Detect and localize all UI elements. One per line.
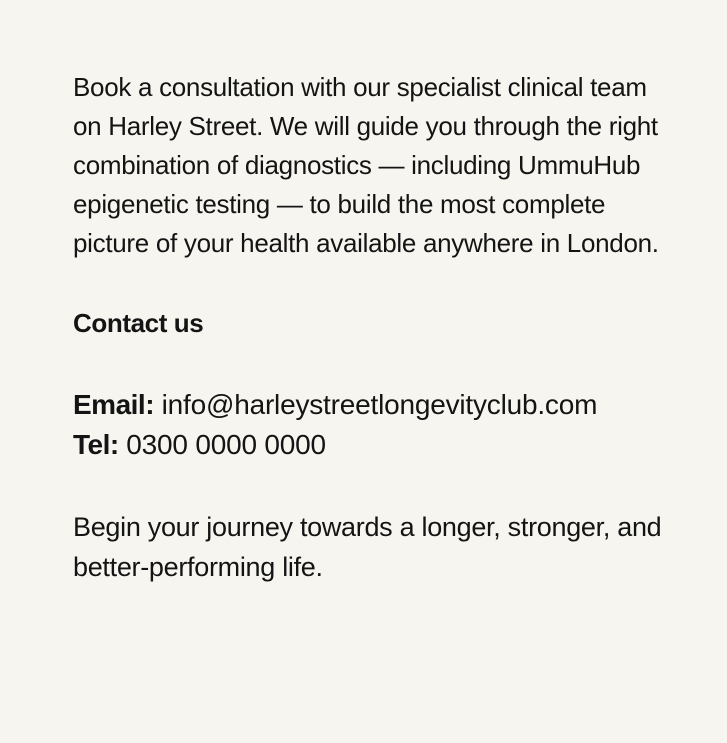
email-link[interactable]: info@harleystreetlongevityclub.com: [161, 389, 598, 420]
email-line: [73, 385, 673, 425]
tel-label: Tel:: [73, 429, 119, 460]
tel-link[interactable]: 0300 0000 0000: [126, 429, 326, 460]
contact-section: [73, 68, 673, 587]
tel-line: [73, 425, 673, 465]
email-label: Email:: [73, 389, 155, 420]
closing-paragraph: Begin your journey towards a longer, stronger, and better-performing life.: [73, 512, 662, 582]
contact-details: [73, 385, 673, 465]
contact-heading: Contact us: [73, 308, 204, 338]
intro-paragraph: Book a consultation with our specialist clinical team on Harley Street. We will guide you through the right combination of diagnostics — including UmmuHub epigenetic testing — to build the most complete picture of your health available anywhere in London.: [73, 72, 659, 258]
